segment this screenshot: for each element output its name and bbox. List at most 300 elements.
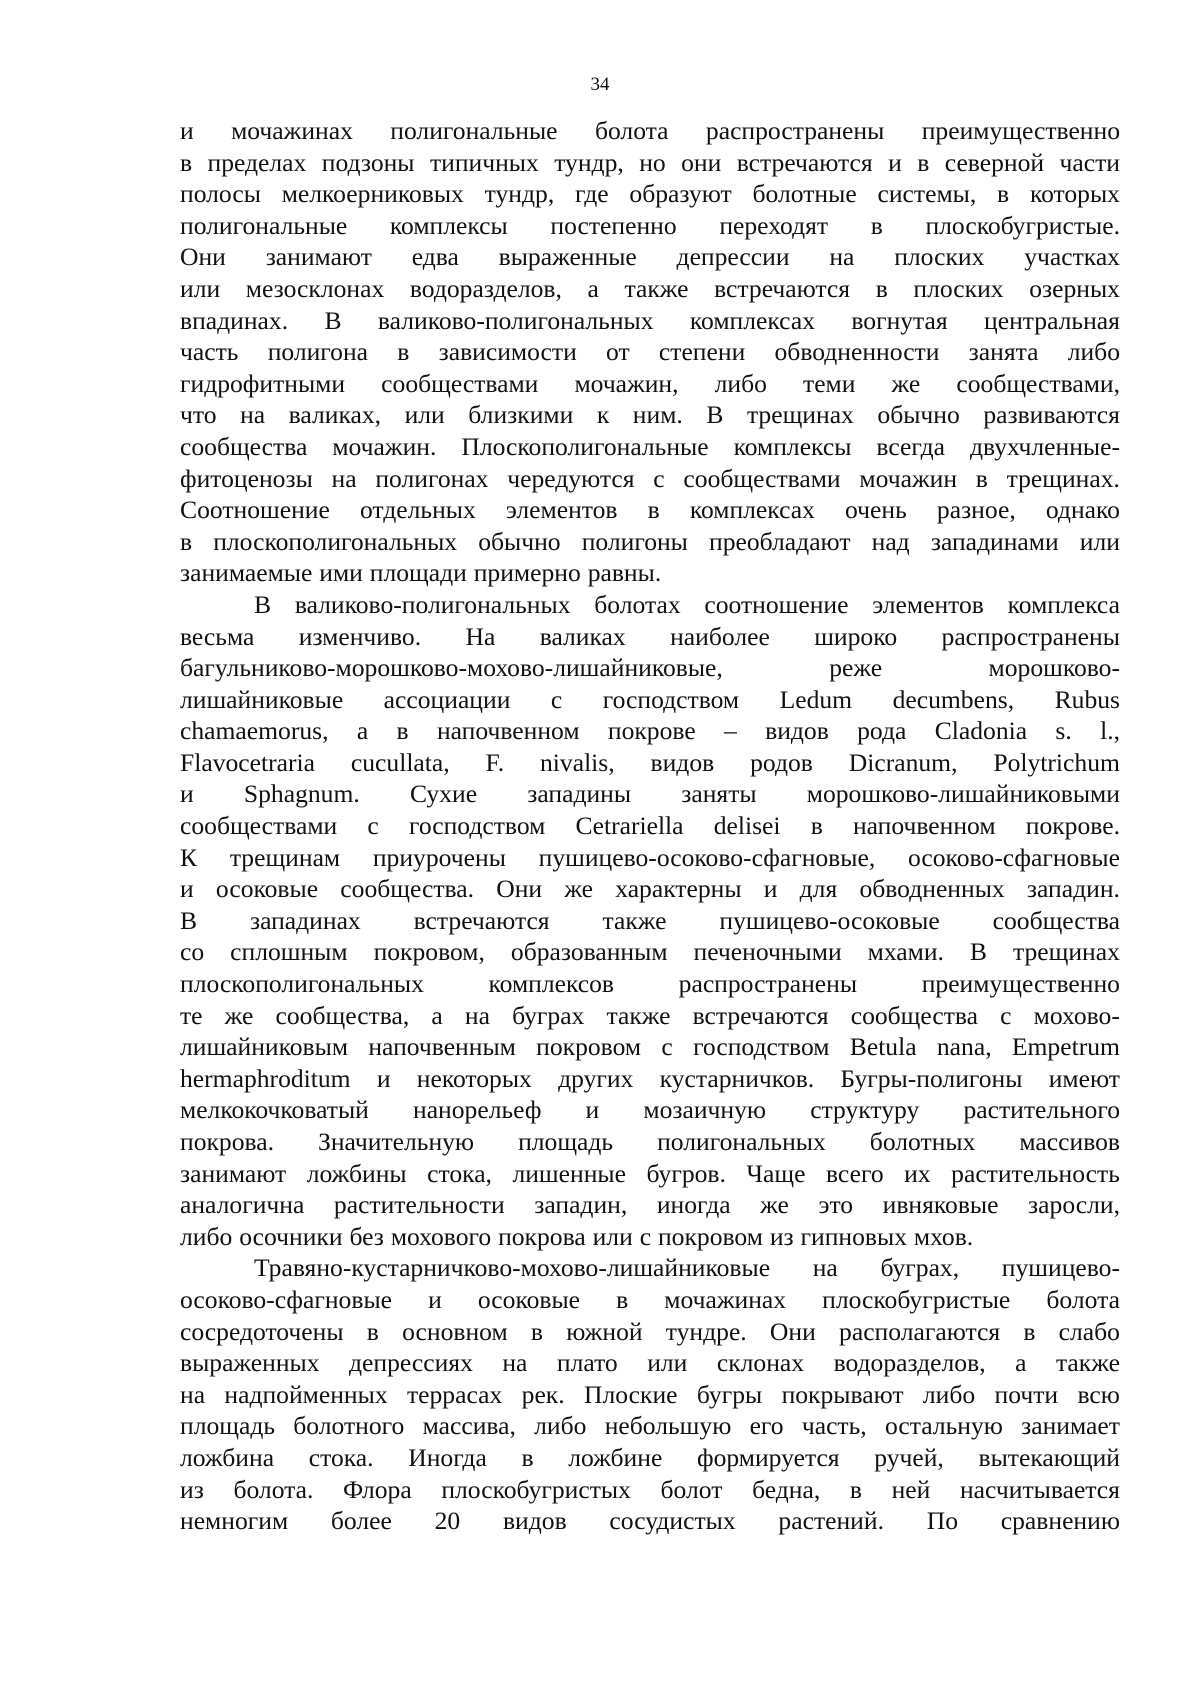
word: западинах [249,905,361,935]
text-line [180,494,1120,526]
word: немногим [180,1506,289,1536]
text-line [180,1158,1120,1190]
word: комплексах [689,495,815,525]
word: из [180,1474,204,1504]
text-line [180,1284,1120,1316]
word: западин. [1026,874,1120,904]
word: на [812,1253,838,1283]
word: полигональные [180,210,348,240]
word: занимают [265,242,372,272]
word: нанорельеф [413,1095,542,1125]
word: широко [814,621,898,651]
word: Ledum [779,684,853,714]
word: которых [1029,179,1120,209]
word: в [1023,1316,1036,1346]
word: зависимости [438,337,577,367]
word: болотных [869,1127,976,1156]
word: соотношение [704,589,849,619]
word: всегда [876,431,945,461]
word: и [585,1095,600,1125]
text-line [180,873,1120,905]
word: мозаичную [643,1095,767,1125]
word: либо [534,1411,587,1441]
word: близкими [468,400,574,430]
word: постепенно [550,210,677,240]
word: плоских [894,242,985,272]
word: фитоценозы [180,463,313,493]
word: трещинах. [1006,463,1120,493]
text-line [180,684,1120,716]
word: ивняковые [882,1190,999,1220]
word: выраженных [180,1348,320,1378]
word: на [180,1379,206,1409]
word: их [904,1158,931,1188]
word: ложбина [180,1442,275,1472]
word: других [558,1063,634,1093]
word: болотные [752,179,857,209]
text-line [180,1347,1120,1379]
word: господством [693,1032,830,1062]
word: комплексов [488,969,615,999]
word: покрывают [781,1379,904,1409]
word: мелкоерниковых [281,179,464,209]
word: отдельных [359,495,476,525]
word: видов [650,747,715,777]
word: небольшую [604,1411,732,1441]
word: По [926,1506,959,1536]
word: площади [369,558,467,588]
word: плато [556,1348,618,1378]
word: hermaphroditum [180,1063,351,1093]
word: центральная [984,305,1120,335]
word: полигональных [657,1127,826,1156]
word: видов [765,716,829,746]
word: болота [1046,1284,1120,1314]
word: сосредоточены [180,1316,344,1346]
word: и [180,116,194,145]
text-line [180,368,1120,400]
word: ассоциации [383,684,511,714]
word: покрова [498,1221,586,1251]
word: подзоны [321,147,415,177]
word: болот [660,1474,723,1504]
word: южной [566,1316,643,1346]
word: также [606,1000,671,1030]
word: распространены [941,621,1120,651]
word: вытекающий [978,1442,1120,1472]
word: а [587,273,599,303]
word: плоскобугристых [441,1474,631,1504]
word: в [917,147,930,177]
word: тундр, [554,147,624,177]
word: или [592,1221,633,1251]
word: некоторых [416,1063,532,1093]
word: сосудистых [609,1506,736,1536]
word: ним. [632,400,683,430]
word: террасах [406,1379,503,1409]
word: встречаются [714,273,851,303]
text-line [180,1474,1120,1506]
word: впадинах. [180,305,289,335]
text-line [180,399,1120,431]
word: видов [502,1506,567,1536]
word: комплекса [1007,589,1120,619]
word: в [647,495,660,525]
text-line [180,621,1120,653]
word: Sphagnum. [243,779,360,809]
word: в [180,526,193,556]
word: стока, [427,1158,492,1188]
word: осоково-сфагновые [180,1284,392,1314]
word: преимущественно [921,116,1120,145]
text-line [180,715,1120,747]
word: массива, [422,1411,516,1441]
word: Плоскополигональные [461,431,709,461]
word: либо [180,1221,233,1251]
word: также [1055,1348,1120,1378]
word: рода [857,716,907,746]
word: они [681,147,722,177]
word: болота. [233,1474,314,1504]
word: покрове [607,716,696,746]
text-line [180,1442,1120,1474]
word: s. [1055,716,1072,746]
text-line [180,431,1120,463]
word: распространены [678,969,858,999]
word: осоковые [215,874,319,904]
word: площадь [180,1411,276,1441]
word: северной [944,147,1045,177]
word: а [356,716,369,746]
word: площадь [518,1127,614,1156]
text-line [180,810,1120,842]
word: обводненных [859,874,1005,904]
word: на [464,1000,490,1030]
word: nana, [936,1032,992,1062]
word: мочажин, [574,368,679,398]
word: кустарничков. [659,1063,815,1093]
word: господством [602,684,740,714]
word: мочажин. [332,431,437,461]
word: покрова. [180,1127,275,1156]
word: на [331,463,357,493]
word: в [396,716,409,746]
word: бугров. [646,1158,726,1188]
word: характерны [615,874,742,904]
word: покрове. [1025,811,1120,841]
text-line [180,747,1120,779]
word: типичных [429,147,539,177]
word: едва [411,242,459,272]
word: и [180,779,194,809]
word: мхами. [867,937,944,967]
text-line [180,1379,1120,1411]
word: сообществами [180,811,338,841]
word: Они [496,874,543,904]
word: родов [750,747,813,777]
word: плоскобугристые [822,1284,1011,1314]
text-line [180,1126,1120,1158]
word: что [180,400,217,430]
word: образованным [510,937,668,967]
word: мочажин [859,463,958,493]
word: полигона [267,337,369,367]
word: в [810,811,823,841]
word: Травяно-кустарничково-мохово-лишайниковые [254,1253,771,1283]
word: склонах [716,1348,805,1378]
word: с [653,463,665,493]
word: где [575,179,609,209]
word: на [502,1348,528,1378]
word: от [606,337,630,367]
text-line [180,778,1120,810]
word: системы, [877,179,977,209]
word: участках [1024,242,1120,272]
word: тундр, [484,179,555,209]
text-line [180,589,1120,621]
word: болота [594,116,669,145]
word: западин, [534,1190,628,1220]
word: в [180,147,193,177]
text-line [180,1031,1120,1063]
word: Сухие [409,779,478,809]
word: бугры [696,1379,763,1409]
word: В [254,589,272,619]
word: образуют [629,179,732,209]
word: или [404,400,445,430]
word: же [760,1190,789,1220]
text-line [180,1094,1120,1126]
word: decumbens, [892,684,1015,714]
word: комплексы [733,431,852,461]
text-line [180,241,1120,273]
word: однако [1045,495,1120,525]
word: с [661,1032,673,1062]
word: господством [408,811,546,841]
word: буграх [512,1000,585,1030]
word: массивов [1019,1127,1120,1156]
word: осоковые [477,1284,581,1314]
word: обводненности [774,337,940,367]
word: примерно [473,558,581,588]
text-line [180,1189,1120,1221]
word: с [639,1221,652,1251]
word: структуру [810,1095,920,1125]
word: занимают [180,1158,287,1188]
word: покровом [657,1221,763,1251]
word: и [763,874,778,904]
word: а [1015,1348,1027,1378]
word: пушицево-осоковые [719,905,940,935]
word: ложбины [306,1158,407,1188]
word: для [799,874,838,904]
text-line [180,1221,1120,1253]
word: иногда [656,1190,731,1220]
word: На [465,621,496,651]
word: двухчленные- [969,431,1120,461]
word: Соотношение [180,495,330,525]
word: Cetrariella [575,811,684,841]
word: реже [829,653,883,683]
page-number: 34 [590,74,610,95]
word: В [969,937,987,967]
word: развиваются [983,400,1120,430]
word: напочвенным [368,1032,516,1062]
word: в [530,1316,543,1346]
word: сообщества [992,905,1120,935]
word: мелкокочковатый [180,1095,369,1125]
word: в [997,179,1010,209]
word: на [240,400,266,430]
word: в [366,1316,379,1346]
word: наиболее [670,621,770,651]
word: те [180,1000,203,1030]
word: аналогична [180,1190,305,1220]
word: обычно [478,526,561,556]
word: всю [1077,1379,1120,1409]
word: с [1000,1000,1012,1030]
word: лишайниковым [180,1032,349,1062]
text-line [180,115,1120,147]
word: всего [826,1158,884,1188]
word: со [180,937,205,967]
word: заняты [681,779,757,809]
word: мохово- [1033,1000,1120,1030]
word: трещинам [229,842,341,872]
word: болотах [594,589,681,619]
word: растительного [963,1095,1120,1125]
text-line [180,968,1120,1000]
word: растительности [333,1190,505,1220]
text-line [180,336,1120,368]
word: осочники [239,1221,343,1251]
word: либо [1067,337,1120,367]
word: также [624,273,689,303]
word: сообщества, [275,1000,410,1030]
word: комплексах [689,305,816,335]
word: лишенные [512,1158,626,1188]
word: сплошным [230,937,348,967]
word: выраженные [498,242,637,272]
word: бедна, [752,1474,821,1504]
word: багульниково-морошково-мохово-лишайниковые, [180,653,723,683]
word: основном [402,1316,508,1346]
word: без [349,1221,384,1251]
word: пушицево-осоково-сфагновые, [538,842,876,872]
word: в [616,1284,629,1314]
word: приурочены [372,842,506,872]
word: в [975,463,988,493]
word: Они [180,242,226,272]
word: ручей, [874,1442,944,1472]
word: осоково-сфагновые [907,842,1120,872]
word: пушицево- [1001,1253,1120,1283]
word: изменчиво. [298,621,422,651]
word: и [428,1284,442,1314]
word: встречаются [736,147,873,177]
word: сообществами, [956,368,1120,398]
word: плоскобугристые. [925,210,1120,240]
word: Значительную [318,1127,475,1156]
word: cucullata, [350,747,450,777]
text-line [180,1316,1120,1348]
word: сообщества. [340,874,475,904]
word: Empetrum [1011,1032,1120,1062]
text-line [180,936,1120,968]
word: более [330,1506,392,1536]
word: комплексы [389,210,508,240]
word: или [180,273,221,303]
word: занята [968,337,1039,367]
word: покровом, [373,937,485,967]
word: же [891,368,921,398]
word: сравнению [1000,1506,1120,1536]
word: тундре. [665,1316,747,1346]
word: преимущественно [921,969,1120,999]
word: мезосклонах [245,273,385,303]
word: слабо [1058,1316,1120,1346]
word: ней [891,1474,931,1504]
word: В [706,400,724,430]
word: либо [714,368,767,398]
word: обычно [877,400,960,430]
word: болотного [293,1411,405,1441]
word: с [550,684,563,714]
word: стока. [308,1442,374,1472]
word: полигонах [375,463,489,493]
word: гипновых [800,1221,907,1251]
word: в [521,1442,534,1472]
word: заросли, [1028,1190,1120,1220]
word: имеют [1048,1063,1120,1093]
word: часть [180,337,239,367]
word: nivalis, [540,747,615,777]
text-line [180,652,1120,684]
word: ими [319,558,363,588]
text-line [180,1505,1120,1537]
word: l., [1100,716,1120,746]
word: а [431,1000,443,1030]
body-text [180,115,1120,1537]
word: почти [994,1379,1059,1409]
word: часть, [801,1411,867,1441]
text-line [180,1410,1120,1442]
word: Betula [849,1032,917,1062]
word: с [367,811,379,841]
word: чередуются [507,463,635,493]
word: буграх, [880,1253,960,1283]
text-line [180,273,1120,305]
word: мочажинах [231,116,353,145]
word: из [769,1221,794,1251]
word: степени [658,337,746,367]
text-line [180,147,1120,179]
word: западины [527,779,632,809]
word: встречаются [413,905,550,935]
word: F. [485,747,505,777]
word: в [397,337,410,367]
word: это [818,1190,854,1220]
text-line [180,526,1120,558]
word: весьма [180,621,255,651]
word: либо [922,1379,976,1409]
word: печеночными [693,937,842,967]
word: располагаются [839,1316,1001,1346]
word: или [1079,526,1120,556]
word: мочажинах [664,1284,787,1314]
word: сообщества [180,431,308,461]
word: полосы [180,179,261,209]
